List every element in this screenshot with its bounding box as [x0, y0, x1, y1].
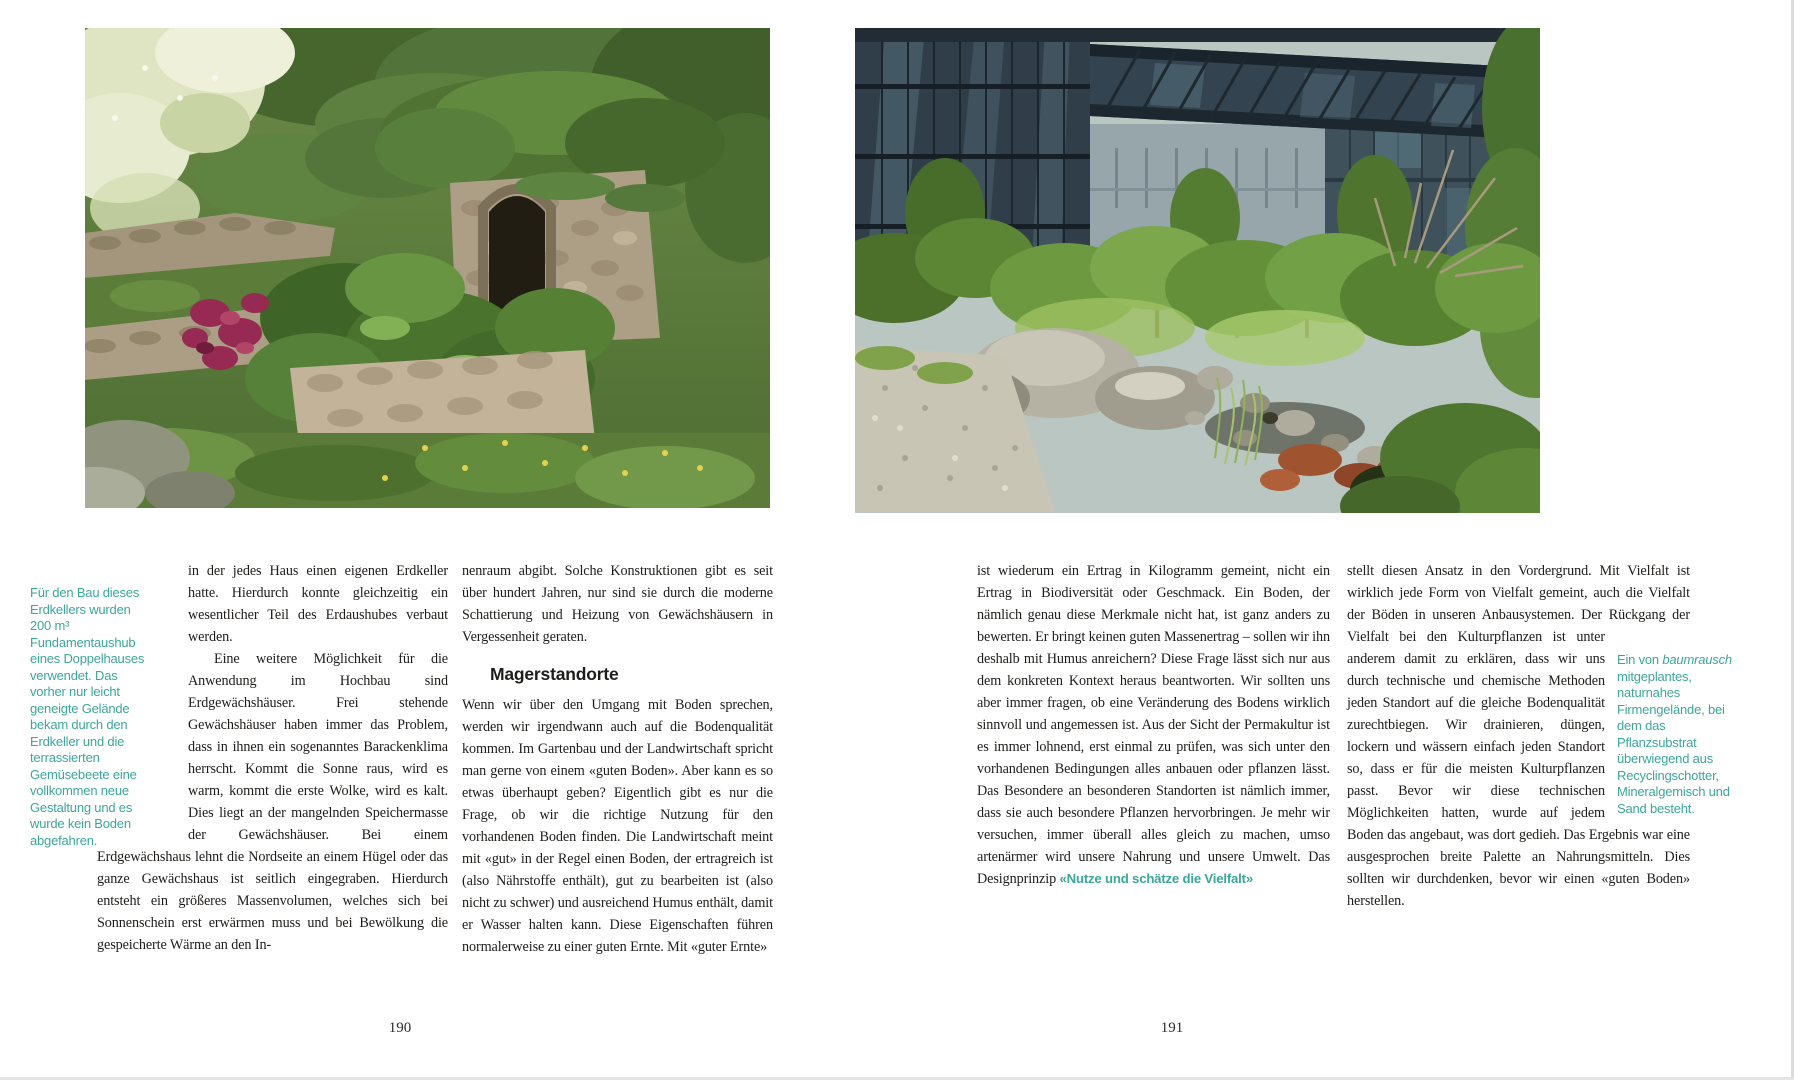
note-text: mitgeplantes, naturnahes Firmengelände, bei dem das Pflanzsubstrat überwiegend aus Recyclingschotter, Mineralgemisch und Sand besteht. — [1617, 668, 1730, 816]
right-margin-note — [1617, 652, 1748, 817]
bottom-meadow — [85, 420, 770, 508]
left-margin-note: Für den Bau dieses Erdkellers wurden 200 m³ Fundamentaushub eines Doppelhauses verwendet. Das vorher nur leicht geneigte Gelände bekam durch den Erdkeller und die terrassierten Gemüsebeete eine vollkommen neue Gestaltung und es wurde kein Boden abgefahren. — [30, 585, 145, 848]
right-photo-green-courtyard — [855, 28, 1540, 513]
right-column-1 — [977, 560, 1330, 890]
paragraph: nenraum abgibt. Solche Konstruktionen gibt es seit über hundert Jahren, nur sind sie durch die moderne Schattierung und Heizung von Gewächshäusern in Vergessenheit geraten. — [462, 563, 773, 645]
design-principle-phrase: «Nutze und schätze die Vielfalt» — [1059, 871, 1253, 886]
paragraph-text: ist wiederum ein Ertrag in Kilogramm gemeint, nicht ein Ertrag in Biodiversität oder Geschmack. Ein Boden, der nämlich genau diese Merkmale nicht hat, ist ganz anders zu bewerten. Er bringt keinen guten Massenertrag – sollen wir ihn deshalb mit Humus anreichern? Diese Frage lässt sich nur aus dem konkreten Kontext heraus beantworten. Wir sollten uns aber immer fragen, ob eine Veränderung des Bodens wirklich sinnvoll und angemessen ist. Aus der Sicht der Permakultur ist es immer lohnend, erst einmal zu prüfen, was sich unter den vorhandenen Bedingungen alles anbauen oder pflanzen lässt. Das Besondere an besonderen Standorten ist nämlich immer, dass sie auch besondere Pflanzen hervorbringen. Je mehr wir versuchen, immer überall alles gleich zu machen, umso artenärmer wird unsere Nahrung und unsere Umwelt. Das Designprinzip — [977, 563, 1330, 887]
paragraph: stellt diesen Ansatz in den Vordergrund. Mit Vielfalt ist wirklich jede Form von Vielfalt gemeint, auch die Vielfalt der Böden in unseren Anbausystemen. Der Rückgang der Vielfalt bei den Kulturpflanzen ist unter anderem damit zu erklären, dass wir uns durch technische und chemische Methoden jeden Standort auf die gleiche Bodenqualität zurechtbiegen. Wir drainieren, düngen, lockern und wässern einfach jeden Standort so, dass er für die meisten Kulturpflanzen passt. Bevor wir diese technischen Möglichkeiten hatten, wurde auf jedem Boden das angebaut, was dort gedieh. Das Ergebnis war eine ausgesprochen breite Palette an Nahrungsmitteln. Dies sollten wir durchdenken, bevor wir einen «guten Boden» herstellen. — [1347, 563, 1690, 909]
left-column-1 — [97, 560, 448, 956]
section-heading: Magerstandorte — [490, 664, 619, 684]
paragraph: Eine weitere Möglichkeit für die Anwendung im Hochbau sind Erdgewächshäuser. Frei stehende Gewächshäuser haben immer das Problem, dass in ihnen ein sogenanntes Barackenklima herrscht. Kommt die Sonne raus, wird es warm, kommt die erste Wolke, wird es kalt. Dies liegt an der mangelnden Speichermasse der Gewächshäuser. Bei einem Erdgewächshaus lehnt die Nordseite an einem Hügel oder das ganze Gewächshaus ist seitlich eingegraben. Hierdurch entsteht ein größeres Massenvolumen, welches sich bei Sonnenschein erst erwärmen muss und bei Bewölkung die gespeicherte Wärme an den In- — [97, 651, 448, 953]
left-photo-garden-root-cellar — [85, 28, 770, 508]
paragraph: Wenn wir über den Umgang mit Boden sprechen, werden wir irgendwann auch auf die Bodenqualität kommen. Im Gartenbau und der Landwirtschaft spricht man gerne von einem «guten Boden». Aber kann es so etwas überhaupt geben? Eigentlich gibt es nur die Frage, ob wir die richtige Nutzung für den vorhandenen Boden finden. Die Landwirtschaft meint mit «gut» in der Regel einen Boden, der ertragreich ist (also Nährstoffe enthält), gut zu bearbeiten ist (also nicht zu schwer) und ausreichend Humus enthält, damit er Wasser halten kann. Diese Eigenschaften führen normalerweise zu einer guten Ernte. Mit «guter Ernte» — [462, 697, 773, 955]
brand-name: baumrausch — [1662, 652, 1732, 667]
courtyard-illustration — [855, 28, 1540, 513]
paragraph — [977, 560, 1330, 890]
note-text: Ein von — [1617, 652, 1663, 667]
page-number-left: 190 — [388, 1020, 412, 1036]
page-number-right: 191 — [1160, 1020, 1184, 1036]
left-column-2 — [462, 560, 773, 958]
garden-illustration — [85, 28, 770, 508]
paragraph: in der jedes Haus einen eigenen Erdkeller hatte. Hierdurch konnte gleichzeitig ein wesentlicher Teil des Erdaushubes verbaut werden. — [188, 563, 448, 645]
text-wrap-spacer — [97, 560, 188, 828]
